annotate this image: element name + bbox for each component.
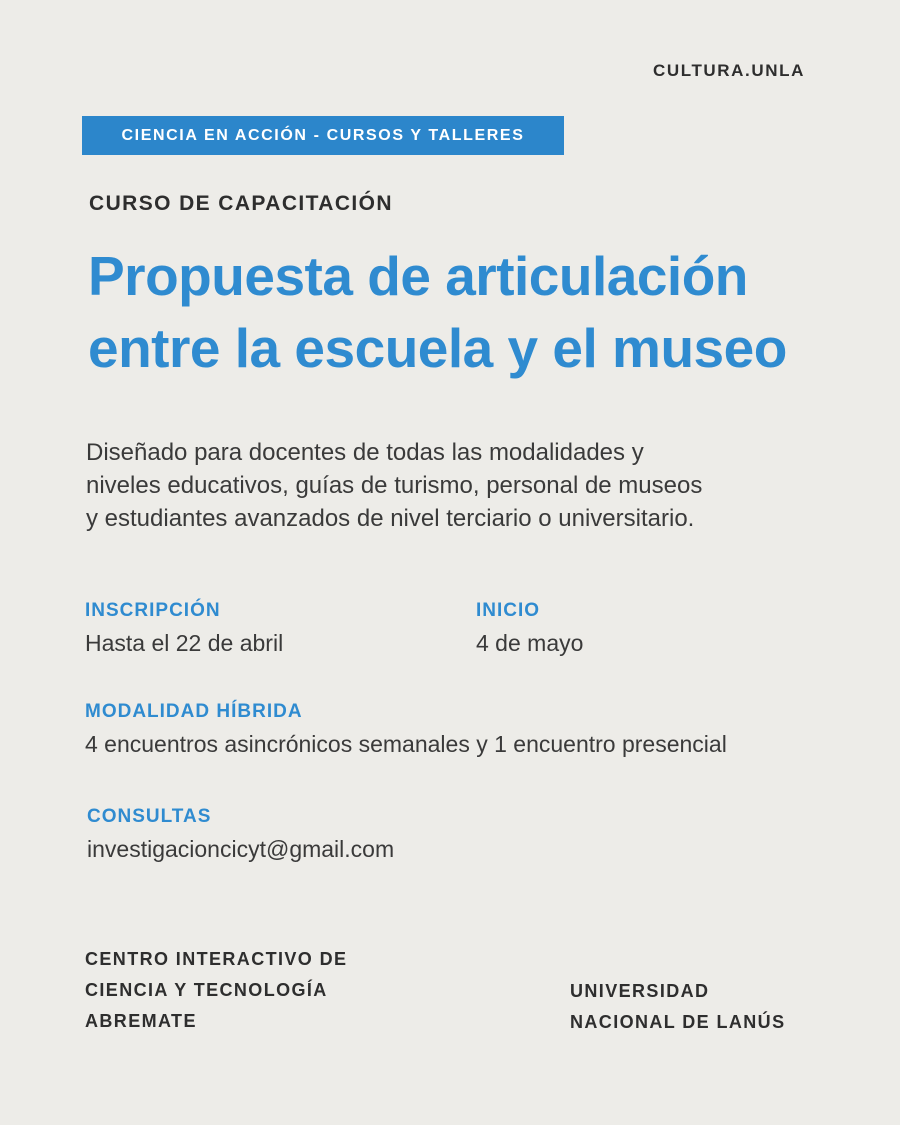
inicio-label: INICIO	[476, 600, 541, 621]
footer-org-line: CIENCIA Y TECNOLOGÍA	[85, 980, 328, 1000]
description-line: niveles educativos, guías de turismo, personal de museos	[86, 472, 703, 499]
course-description	[86, 436, 826, 535]
inscripcion-value: Hasta el 22 de abril	[85, 630, 284, 656]
category-banner	[82, 116, 564, 155]
consultas-label: CONSULTAS	[87, 806, 212, 827]
footer-university-line: NACIONAL DE LANÚS	[570, 1012, 786, 1032]
modalidad-block	[85, 701, 727, 758]
consultas-block	[87, 806, 394, 863]
course-title-line: Propuesta de articulación	[88, 245, 748, 307]
brand-label: CULTURA.UNLA	[652, 61, 805, 80]
course-title	[88, 240, 878, 384]
description-line: Diseñado para docentes de todas las modalidades y	[86, 439, 644, 466]
footer-org-line: CENTRO INTERACTIVO DE	[85, 949, 348, 969]
footer-university	[570, 976, 785, 1038]
footer-university-line: UNIVERSIDAD	[570, 981, 710, 1001]
category-label: CIENCIA EN ACCIÓN - CURSOS Y TALLERES	[121, 126, 525, 144]
inscripcion-label: INSCRIPCIÓN	[85, 600, 221, 621]
modalidad-label: MODALIDAD HÍBRIDA	[85, 701, 303, 722]
footer-organization	[85, 944, 347, 1037]
course-title-line: entre la escuela y el museo	[88, 317, 787, 379]
description-line: y estudiantes avanzados de nivel terciario o universitario.	[86, 505, 695, 532]
modalidad-value: 4 encuentros asincrónicos semanales y 1 encuentro presencial	[85, 731, 727, 757]
inicio-block	[476, 600, 583, 657]
footer-org-line: ABREMATE	[85, 1011, 197, 1031]
inscripcion-block	[85, 600, 283, 657]
inicio-value: 4 de mayo	[476, 630, 584, 656]
course-kicker: CURSO DE CAPACITACIÓN	[89, 192, 393, 215]
consultas-email[interactable]: investigacioncicyt@gmail.com	[87, 836, 395, 862]
